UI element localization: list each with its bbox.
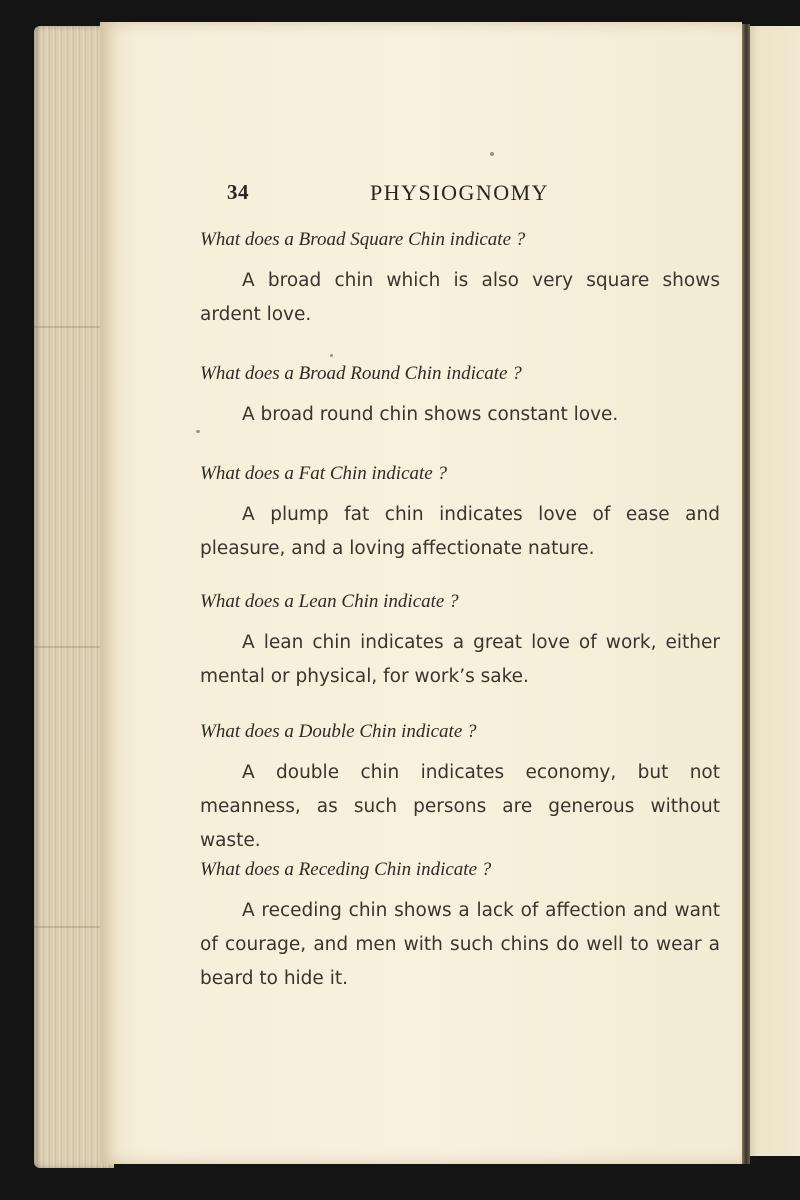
entry-broad-square-chin xyxy=(200,228,720,332)
entry-broad-round-chin xyxy=(200,362,720,432)
answer: A double chin indicates economy, but not meanness, as such persons are generous without waste. xyxy=(200,762,720,851)
paper-speck xyxy=(330,354,333,357)
paper-speck xyxy=(490,152,494,156)
answer: A lean chin indicates a great love of work, either mental or physical, for work’s sake. xyxy=(200,632,720,687)
question: What does a Broad Square Chin indicate ? xyxy=(200,229,526,250)
answer: A plump fat chin indicates love of ease and pleasure, and a loving affectionate nature. xyxy=(200,504,720,559)
entry-lean-chin xyxy=(200,590,720,694)
entry-fat-chin xyxy=(200,462,720,566)
question: What does a Receding Chin indicate ? xyxy=(200,859,492,880)
page-header-title: PHYSIOGNOMY xyxy=(370,180,550,205)
running-head xyxy=(127,180,617,208)
page-number: 34 xyxy=(227,180,249,204)
question: What does a Double Chin indicate ? xyxy=(200,721,477,742)
answer: A broad round chin shows constant love. xyxy=(242,404,619,425)
entry-double-chin xyxy=(200,720,720,858)
question: What does a Broad Round Chin indicate ? xyxy=(200,363,522,384)
answer: A broad chin which is also very square shows ardent love. xyxy=(200,270,720,325)
question: What does a Fat Chin indicate ? xyxy=(200,463,447,484)
entry-receding-chin xyxy=(200,858,720,996)
next-page-edge xyxy=(748,26,800,1156)
answer: A receding chin shows a lack of affection and want of courage, and men with such chins do well to wear a beard to hide it. xyxy=(200,900,720,989)
question: What does a Lean Chin indicate ? xyxy=(200,591,459,612)
